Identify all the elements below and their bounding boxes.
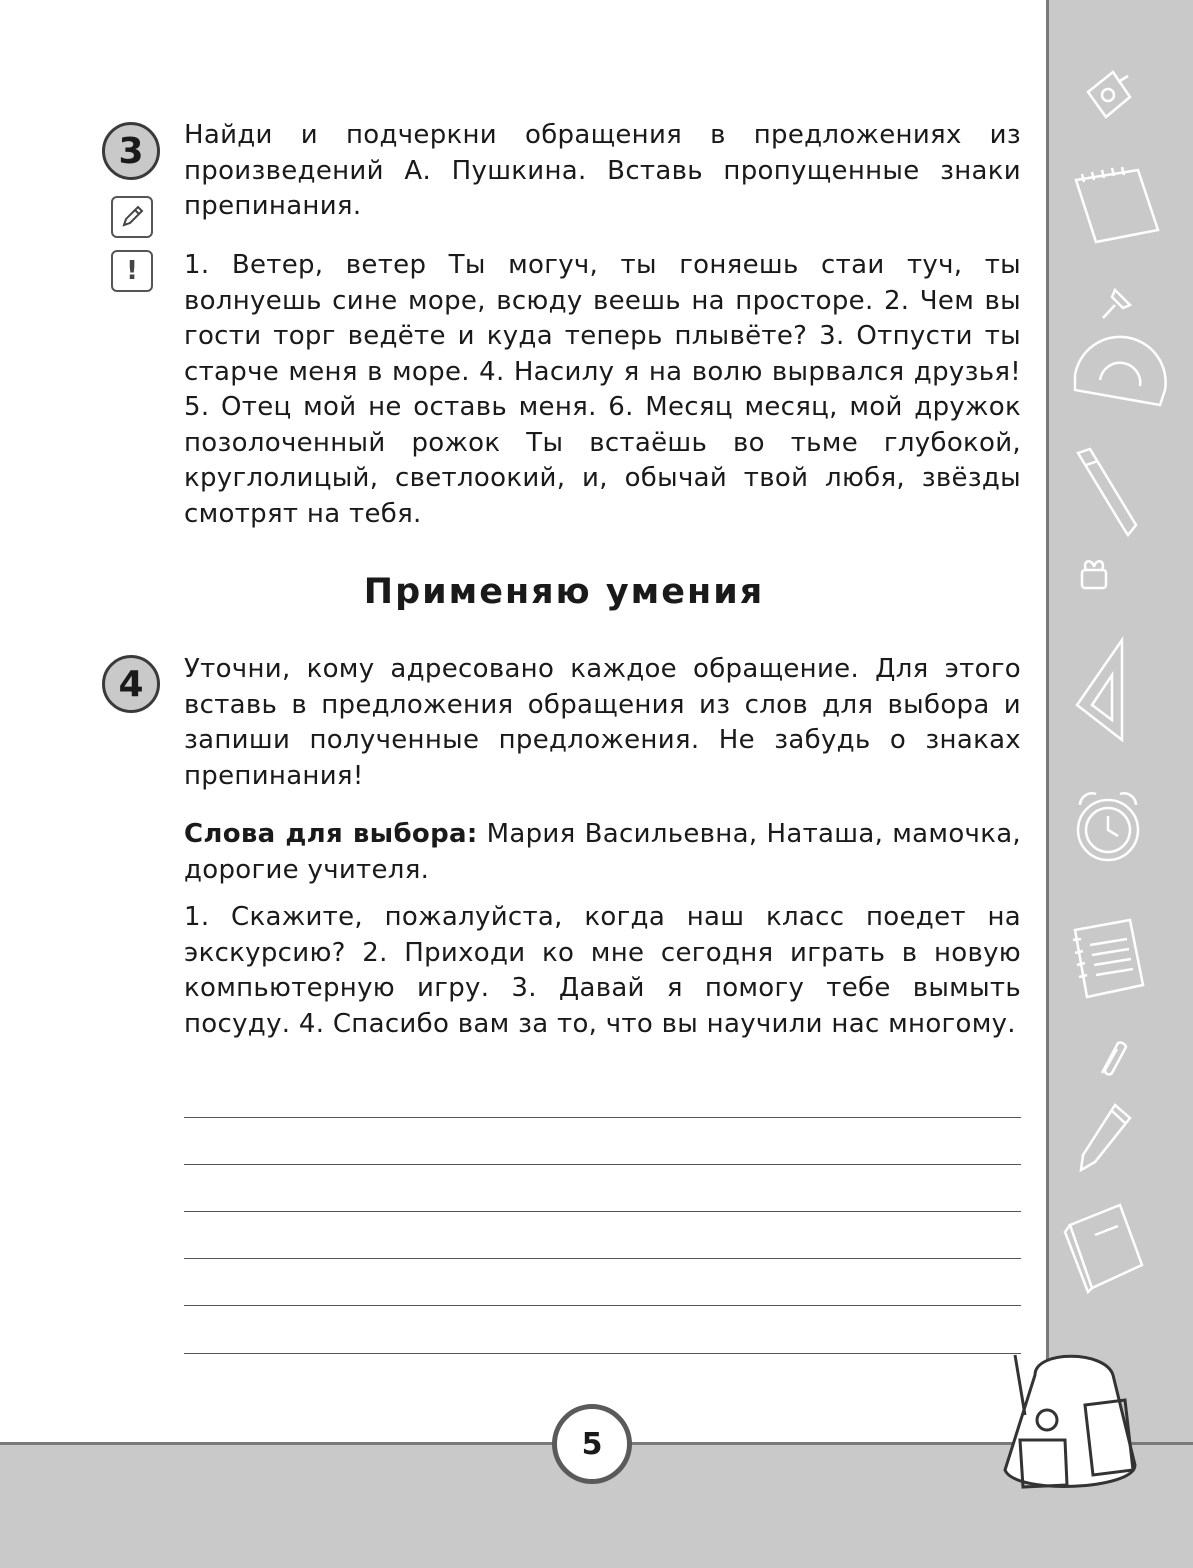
task4-words <box>184 817 1021 888</box>
protractor-icon <box>1070 330 1170 410</box>
words-list: Мария Васильевна, Наташа, мамочка, дорогие учителя. <box>184 819 1021 885</box>
notepad-icon <box>1068 160 1168 250</box>
task-number: 3 <box>118 130 144 172</box>
writing-line[interactable] <box>184 1117 1021 1118</box>
page-number <box>552 1404 632 1484</box>
pen-icon <box>1068 445 1148 540</box>
sharpener-icon <box>1078 62 1138 132</box>
pencil-icon <box>118 203 146 231</box>
words-label: Слова для выбора: <box>184 819 478 849</box>
task-number-badge <box>102 122 160 180</box>
alarm-clock-icon <box>1068 780 1148 870</box>
writing-line[interactable] <box>184 1353 1021 1354</box>
task3-text: 1. Ветер, ветер Ты могуч, ты гоняешь стаи туч, ты волнуешь сине море, всюду веешь на просторе. 2. Чем вы гости торг ведёте и куда теперь плывёте? 3. Отпусти ты старче меня в море. 4. Насилу я на волю вырвался друзья! 5. Отец мой не оставь меня. 6. Месяц месяц, мой дружок позолоченный рожок Ты встаёшь во тьме глубокой, круглолицый, светлоокий, и, обычай твой любя, звёзды смотрят на тебя. <box>184 250 1021 529</box>
writing-line[interactable] <box>184 1211 1021 1212</box>
section-title: Применяю умения <box>363 572 765 612</box>
writing-line[interactable] <box>184 1305 1021 1306</box>
task4-instruction: Уточни, кому адресовано каждое обращение. Для этого вставь в предложения обращения из слов для выбора и запиши полученные предложения. Не забудь о знаках препинания! <box>184 654 1021 791</box>
spiral-notebook-icon <box>1065 915 1150 1005</box>
writing-line[interactable] <box>184 1164 1021 1165</box>
book-icon <box>1060 1200 1150 1295</box>
pencil-icon <box>1075 1100 1135 1175</box>
write-task-box <box>111 196 153 238</box>
exclamation-icon: ! <box>126 256 138 286</box>
task-number: 4 <box>118 663 144 705</box>
binder-clip-icon <box>1072 555 1117 600</box>
writing-line[interactable] <box>184 1258 1021 1259</box>
important-task-box <box>111 250 153 292</box>
task3-instruction: Найди и подчеркни обращения в предложениях из произведений А. Пушкина. Вставь пропущенные знаки препинания. <box>184 120 1021 221</box>
backpack-icon <box>995 1345 1145 1500</box>
task4-text: 1. Скажите, пожалуйста, когда наш класс поедет на экскурсию? 2. Приходи ко мне сегодня играть в новую компьютерную игру. 3. Давай я помогу тебе вымыть посуду. 4. Спасибо вам за то, что вы научили нас многому. <box>184 902 1021 1039</box>
paperclip-icon <box>1090 1035 1130 1080</box>
pushpin-icon <box>1095 280 1140 325</box>
task-number-badge <box>102 655 160 713</box>
page-number-text: 5 <box>581 1426 603 1462</box>
triangle-ruler-icon <box>1072 635 1132 745</box>
